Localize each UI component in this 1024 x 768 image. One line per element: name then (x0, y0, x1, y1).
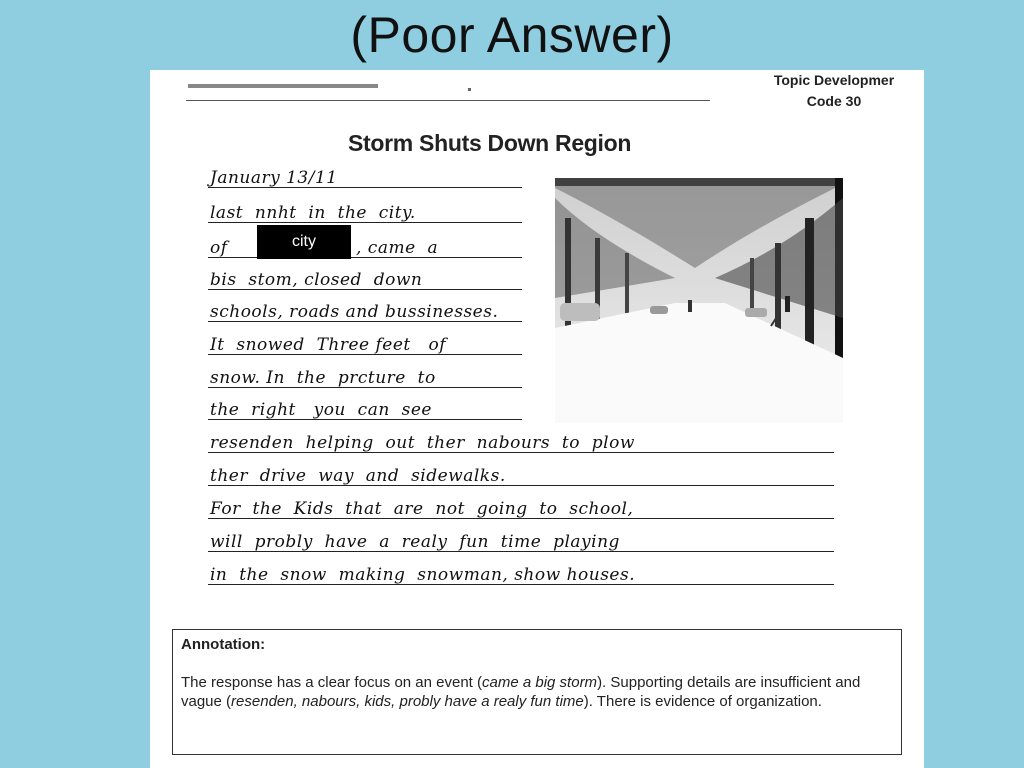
header-mark (468, 88, 471, 91)
topic-code (744, 70, 924, 112)
header-faint-text (188, 84, 378, 88)
topic-line-2: Code 30 (806, 93, 862, 109)
handwriting-line: It snowed Three feet of (210, 335, 446, 355)
redacted-city-box: city (257, 225, 351, 259)
handwriting-line: ther drive way and sidewalks. (210, 466, 506, 486)
handwriting-line: last nnht in the city. (210, 203, 416, 223)
handwriting-line: snow. In the prcture to (210, 368, 436, 388)
handwriting-line: will probly have a realy fun time playing (210, 532, 620, 552)
annotation-text (181, 673, 893, 711)
annotation-text-part: The response has a clear focus on an event ( (181, 674, 483, 691)
annotation-text-part: ). There is evidence of organization. (583, 693, 822, 710)
annotation-text-part: ). Supporting details are insufficient and vague ( (181, 674, 861, 710)
annotation-box (172, 629, 902, 755)
handwriting-line: schools, roads and bussinesses. (210, 302, 499, 322)
handwriting-line: January 13/11 (210, 168, 338, 188)
annotation-quote: came a big storm (482, 674, 598, 691)
slide-title: (Poor Answer) (350, 7, 674, 63)
handwriting-line: For the Kids that are not going to school, (210, 499, 634, 519)
handwriting-line: of (210, 238, 228, 258)
snow-street-photo (555, 178, 843, 423)
annotation-quote: resenden, nabours, kids, probly have a realy fun time (231, 693, 584, 710)
document-title: Storm Shuts Down Region (348, 130, 632, 156)
document-page (150, 70, 924, 768)
topic-line-1: Topic Developmer (773, 72, 895, 88)
header-rule (186, 100, 710, 101)
handwriting-line: bis stom, closed down (210, 270, 423, 290)
handwriting-line: , came a (356, 238, 439, 258)
handwriting-line: in the snow making snowman, show houses. (210, 565, 636, 585)
annotation-heading: Annotation: (181, 636, 266, 653)
handwriting-line: resenden helping out ther nabours to plow (210, 433, 635, 453)
handwriting-line: the right you can see (210, 400, 432, 420)
